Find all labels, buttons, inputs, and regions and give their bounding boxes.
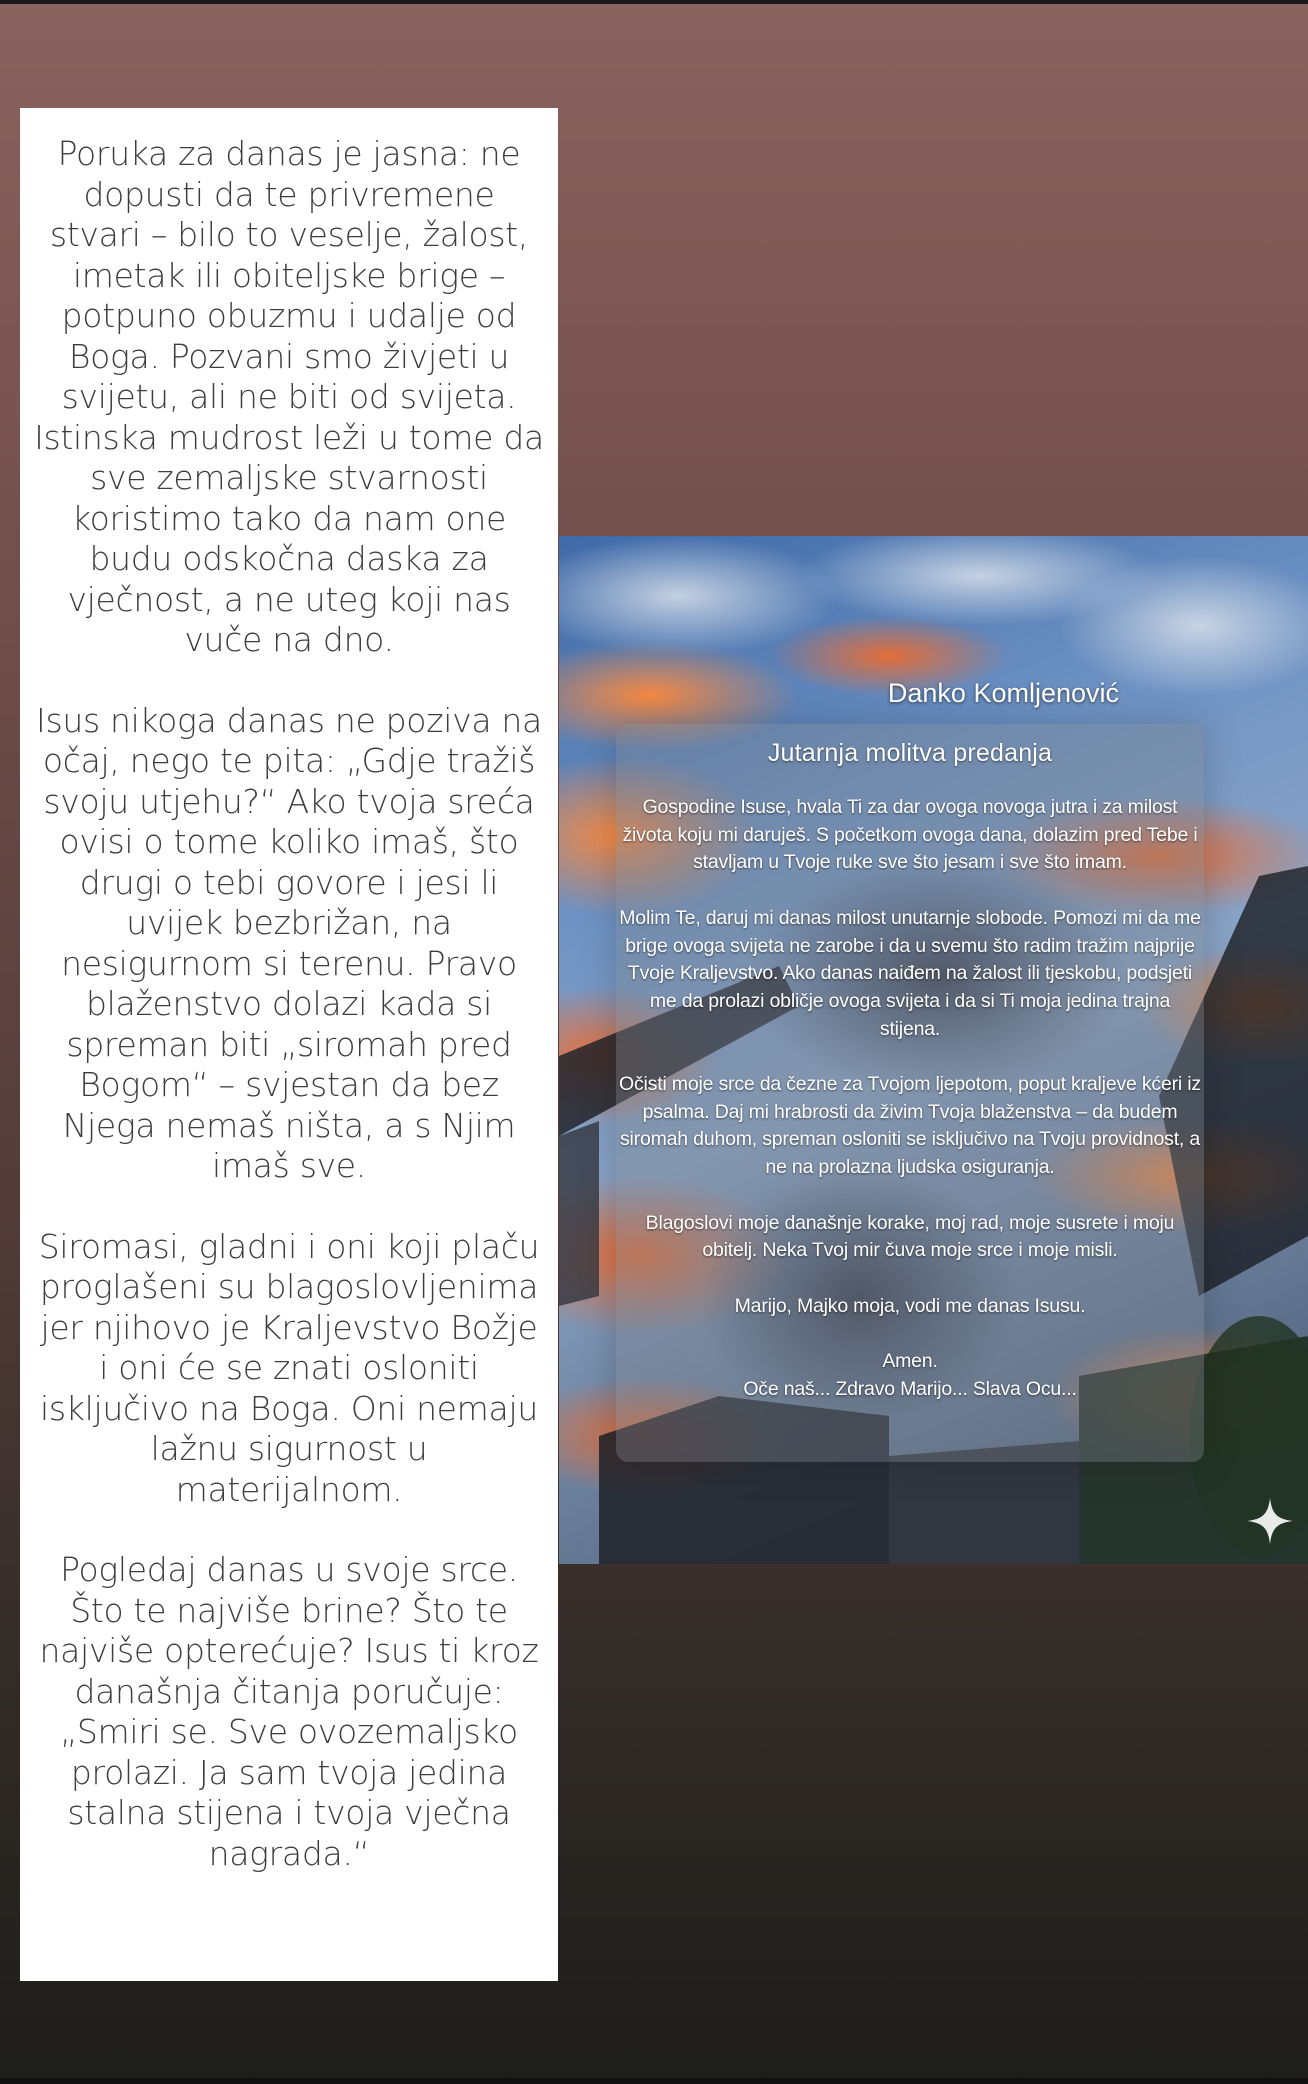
- prayer-paragraph: Molim Te, daruj mi danas milost unutarnje slobode. Pomozi mi da me brige ovoga svijeta ne zarobe i da u svemu što radim tražim najprije Tvoje Kraljevstvo. Ako danas naiđem na žalost ili tjeskobu, podsjeti me da prolazi obličje ovoga svijeta i da si Ti moja jedina trajna stijena.: [619, 906, 1201, 1040]
- post-author: Danko Komljenović: [887, 678, 1119, 708]
- prayer-paragraph: Marijo, Majko moja, vodi me danas Isusu.: [734, 1294, 1086, 1317]
- reflection-paragraph: Poruka za danas je jasna: ne dopusti da te privremene stvari – bilo to veselje, žalost, imetak ili obiteljske brige – potpuno obuzmu i udalje od Boga. Pozvani smo živjeti u svijetu, ali ne biti od svijeta. Istinska mudrost leži u tome da sve zemaljske stvarnosti koristimo tako da nam one budu odskočna daska za vječnost, a ne uteg koji nas vuče na dno.: [34, 134, 544, 659]
- bottom-edge: [0, 2078, 1308, 2084]
- top-edge: [0, 0, 1308, 4]
- sparkle-icon: [1245, 1496, 1295, 1546]
- reflection-paragraph: Pogledaj danas u svoje srce. Što te najviše brine? Što te najviše opterećuje? Isus ti kroz današnja čitanja poručuje: „Smiri se. Sve ovozemaljsko prolazi. Ja sam tvoja jedina stalna stijena i tvoja vječna nagrada.“: [39, 1550, 539, 1873]
- reflection-paragraph: Isus nikoga danas ne poziva na očaj, nego te pita: „Gdje tražiš svoju utjehu?“ Ako tvoja sreća ovisi o tome koliko imaš, što drugi o tebi govore i jesi li uvijek bezbrižan, na nesigurnom si terenu. Pravo blaženstvo dolazi kada si spreman biti „siromah pred Bogom“ – svjestan da bez Njega nemaš ništa, a s Njim imaš sve.: [36, 700, 542, 1185]
- prayer-paragraph: Gospodine Isuse, hvala Ti za dar ovoga novoga jutra i za milost života koju mi daruješ. S početkom ovoga dana, dolazim pred Tebe i stavljam u Tvoje ruke sve što jesam i sve što imam.: [622, 796, 1198, 874]
- prayer-text-box: [616, 724, 1204, 1462]
- reflection-paragraph: Siromasi, gladni i oni koji plaču proglašeni su blagoslovljenima jer njihovo je Kraljevstvo Božje i oni će se znati osloniti isključivo na Boga. Oni nemaju lažnu sigurnost u materijalnom.: [38, 1226, 540, 1509]
- reflection-text-card: [20, 108, 558, 1981]
- sky-photo-post[interactable]: [559, 536, 1308, 1564]
- prayer-paragraph: Blagoslovi moje današnje korake, moj rad, moje susrete i moju obitelj. Neka Tvoj mir čuva moje srce i moje misli.: [645, 1211, 1175, 1262]
- prayer-title: Jutarnja molitva predanja: [767, 739, 1053, 767]
- prayer-paragraph: Amen. Oče naš... Zdravo Marijo... Slava Ocu...: [743, 1349, 1077, 1400]
- prayer-paragraph: Očisti moje srce da čezne za Tvojom ljepotom, poput kraljeve kćeri iz psalma. Daj mi hrabrosti da živim Tvoja blaženstva – da budem siromah duhom, spreman osloniti se isključivo na Tvoju providnost, a ne na prolazna ljudska osiguranja.: [619, 1073, 1201, 1179]
